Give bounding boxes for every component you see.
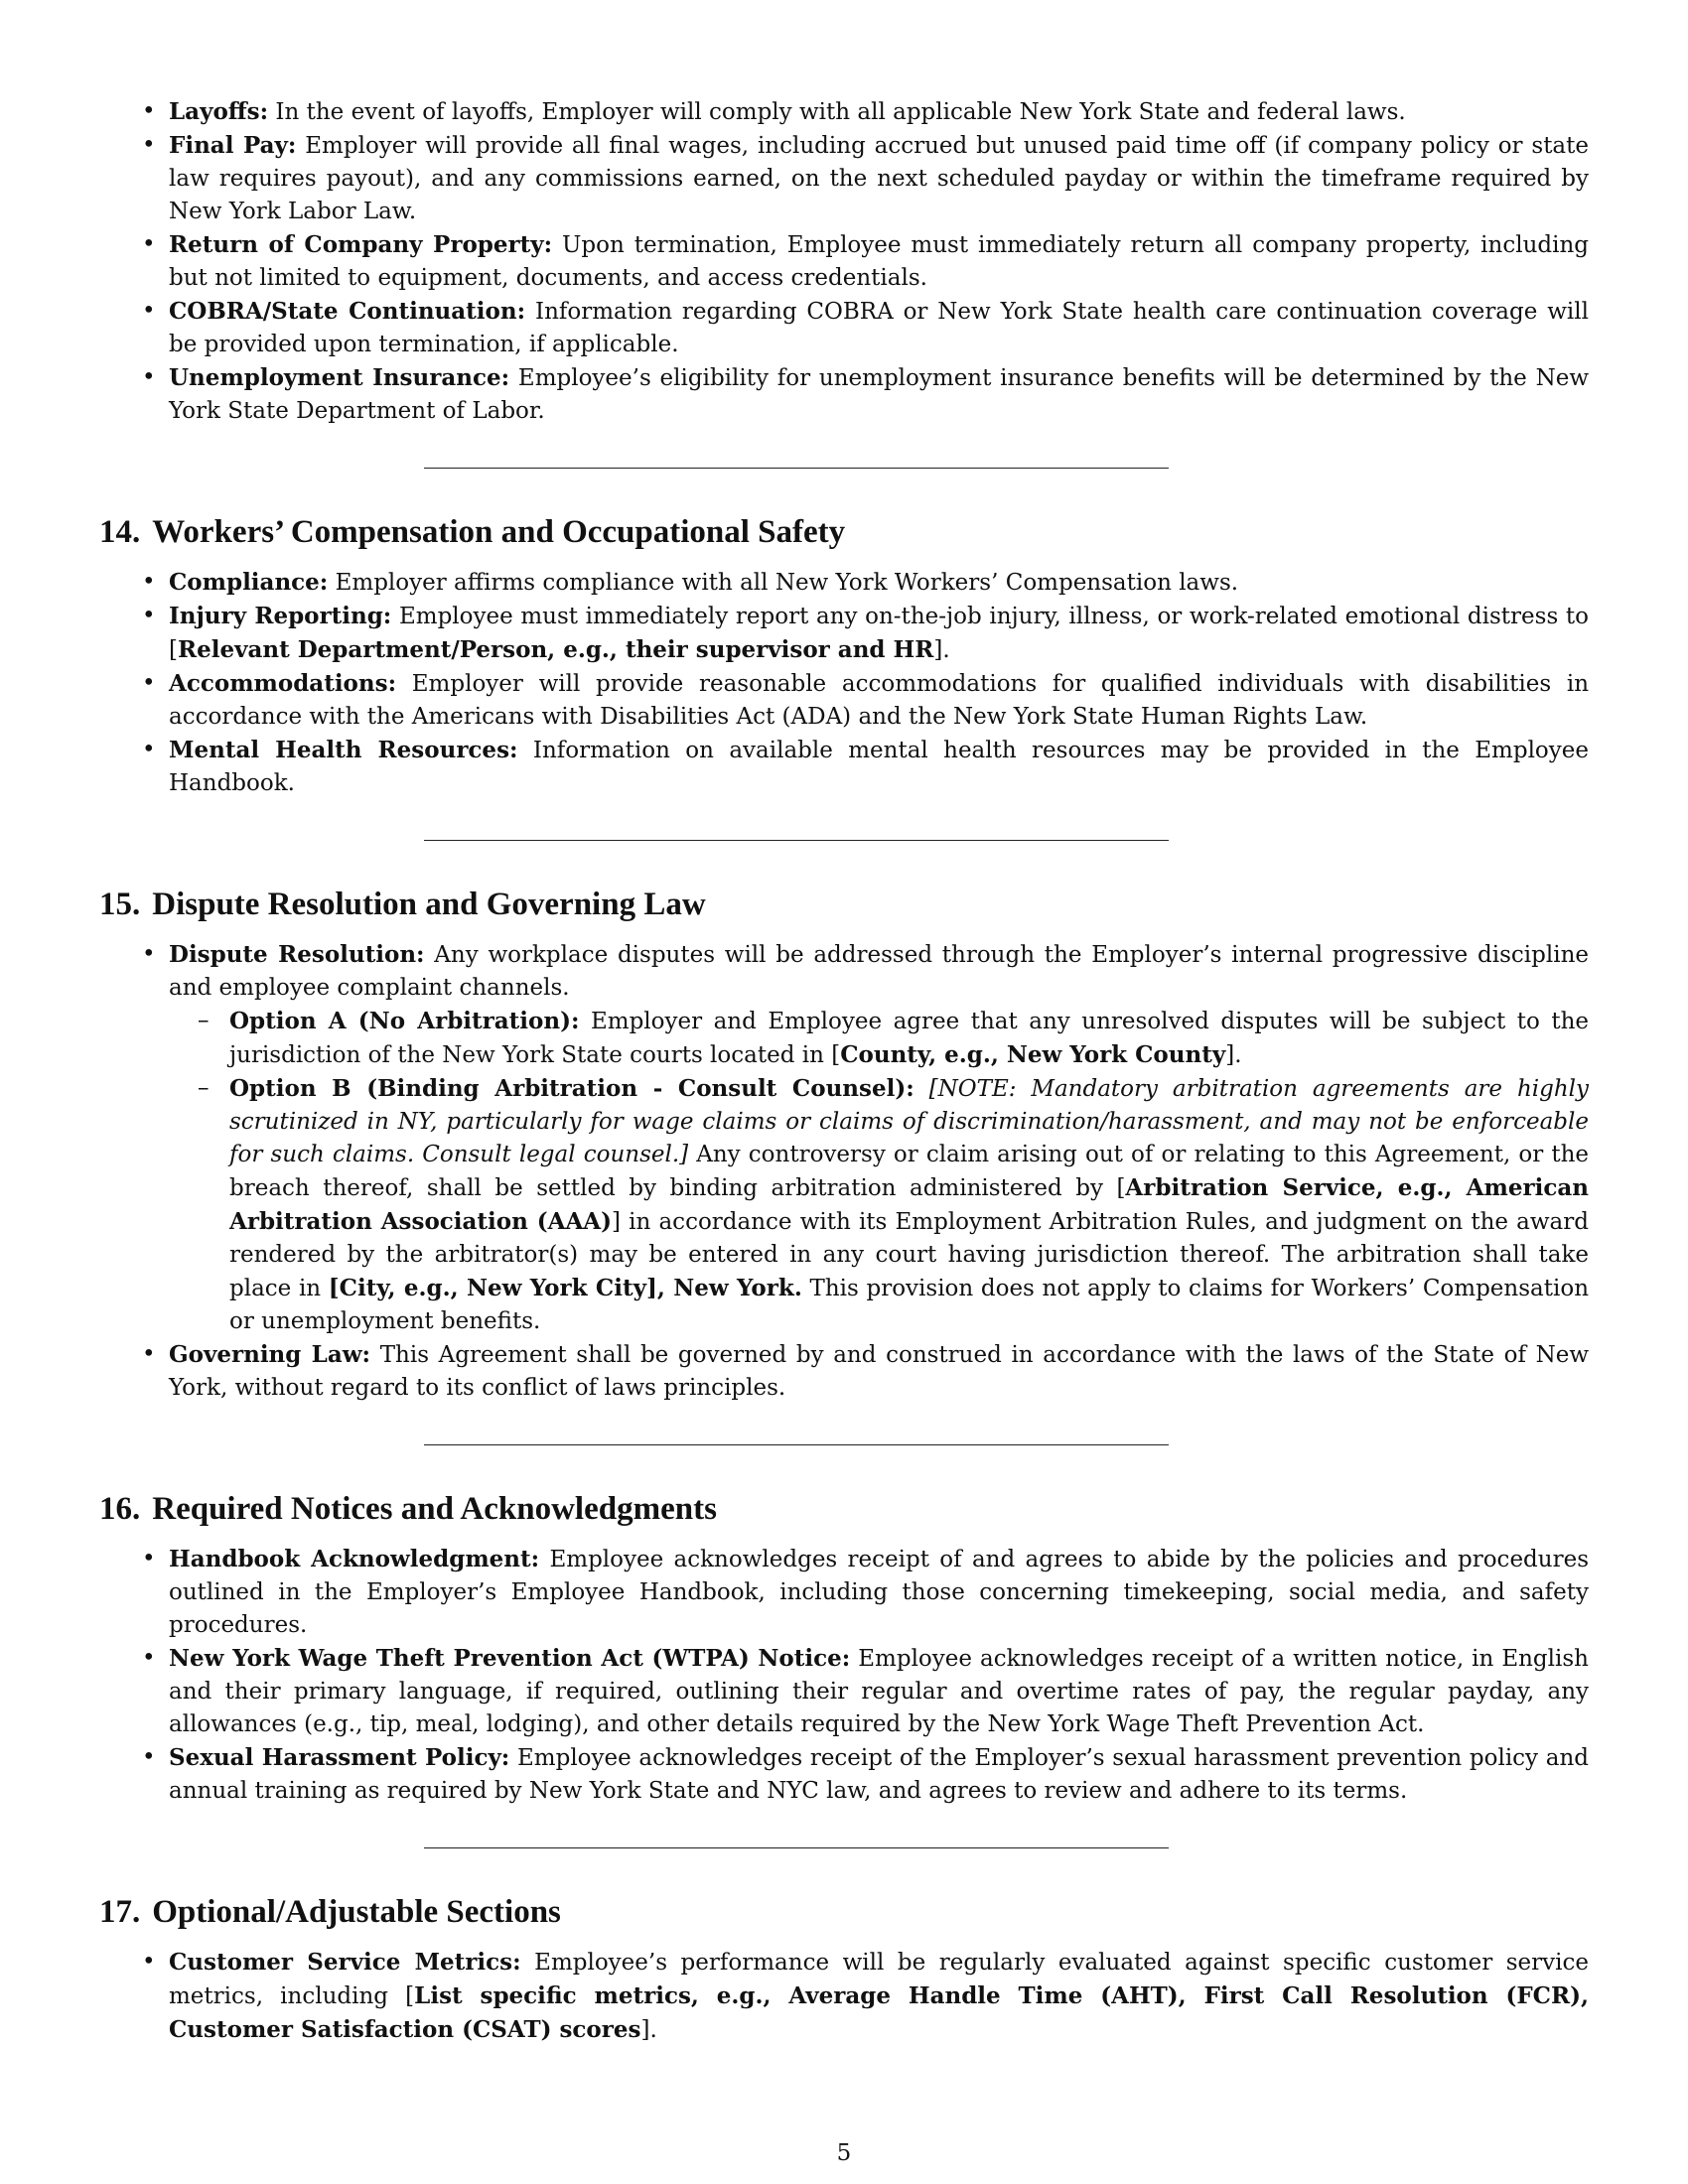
section-heading-15: [99, 885, 1589, 924]
list-item-unemployment: [99, 361, 1589, 428]
item-text: Any controversy or claim arising out of or relating to this Agreement, or the breach thereof, shall be settled by binding arbitration administered by [: [229, 1142, 1590, 1201]
list-item-wtpa: [99, 1642, 1589, 1741]
item-label: Final Pay:: [169, 132, 297, 159]
list-item-customer-metrics: [99, 1946, 1589, 2047]
item-text: Employee’s performance will be regularly evaluated against specific customer service metrics, including [: [169, 1950, 1589, 2009]
item-text: This Agreement shall be governed by and construed in accordance with the laws of the State of New York, without regard to its conflict of laws principles.: [169, 1342, 1590, 1401]
item-text: In the event of layoffs, Employer will comply with all applicable New York State and federal laws.: [275, 99, 1406, 125]
item-text-end: ].: [933, 637, 950, 663]
item-label: Return of Company Property:: [169, 231, 553, 258]
item-label: Handbook Acknowledgment:: [169, 1546, 540, 1572]
item-label: Accommodations:: [169, 670, 397, 697]
item-label: New York Wage Theft Prevention Act (WTPA) Notice:: [169, 1645, 851, 1672]
item-label: Option B (Binding Arbitration - Consult Counsel):: [229, 1075, 914, 1102]
item-label: Customer Service Metrics:: [169, 1949, 521, 1976]
section-15-list: [99, 938, 1589, 1405]
item-label: Governing Law:: [169, 1341, 371, 1368]
item-text-end: ].: [640, 2017, 657, 2043]
item-label: Mental Health Resources:: [169, 737, 518, 763]
item-text: Employee acknowledges receipt of and agrees to abide by the policies and procedures outlined in the Employer’s Employee Handbook, including those concerning timekeeping, social media, and safety procedures.: [169, 1547, 1589, 1638]
list-item-mental-health: [99, 734, 1589, 800]
section-divider: [424, 468, 1169, 469]
page-number: 5: [836, 2140, 852, 2166]
item-text: Employee’s eligibility for unemployment insurance benefits will be determined by the New York State Department of Labor.: [169, 365, 1590, 424]
section-17-list: [99, 1946, 1589, 2047]
placeholder-location: [City, e.g., New York City], New York.: [328, 1275, 802, 1301]
item-text: Information regarding COBRA or New York State health care continuation coverage will be provided upon termination, if applicable.: [169, 299, 1589, 357]
section-heading-14: [99, 512, 1589, 552]
section-14-list: [99, 566, 1589, 800]
legal-note: [NOTE: Mandatory arbitration agreements are highly scrutinized in NY, particularly for wage claims or claims of discrimination/harassment, and may not be enforceable for such claims. Consult legal counsel.]: [229, 1076, 1590, 1167]
section-title: Required Notices and Acknowledgments: [152, 1491, 717, 1527]
item-label: Layoffs:: [169, 98, 269, 125]
item-text: Employee acknowledges receipt of the Employer’s sexual harassment prevention policy and annual training as required by New York State and NYC law, and agrees to review and adhere to its terms.: [169, 1745, 1589, 1804]
dispute-options-list: [169, 1005, 1589, 1338]
section-16-list: [99, 1543, 1589, 1808]
section-divider: [424, 1847, 1169, 1848]
placeholder-text: List specific metrics, e.g., Average Handle Time (AHT), First Call Resolution (FCR), Customer Satisfaction (CSAT) scores: [169, 1982, 1589, 2043]
item-label: Dispute Resolution:: [169, 941, 425, 968]
item-label: Sexual Harassment Policy:: [169, 1744, 510, 1771]
section-divider: [424, 840, 1169, 841]
list-item-option-b: [169, 1072, 1589, 1338]
item-text: Employee must immediately report any on-the-job injury, illness, or work-related emotional distress to [: [169, 604, 1589, 663]
item-label: Compliance:: [169, 569, 329, 596]
termination-list: [99, 95, 1589, 428]
item-label: Injury Reporting:: [169, 603, 392, 629]
item-label: COBRA/State Continuation:: [169, 298, 526, 325]
item-text: Employer will provide reasonable accommodations for qualified individuals with disabilities in accordance with the Americans with Disabilities Act (ADA) and the New York State Human Rights Law.: [169, 671, 1590, 730]
placeholder-text: County, e.g., New York County: [840, 1041, 1226, 1068]
list-item-cobra: [99, 295, 1589, 361]
section-number: 16.: [99, 1491, 141, 1527]
section-title: Workers’ Compensation and Occupational Safety: [152, 514, 846, 550]
list-item-option-a: [169, 1005, 1589, 1072]
list-item-final-pay: [99, 129, 1589, 228]
item-text: Employer affirms compliance with all New York Workers’ Compensation laws.: [335, 570, 1239, 596]
list-item-harassment: [99, 1741, 1589, 1808]
placeholder-text: Relevant Department/Person, e.g., their supervisor and HR: [177, 636, 934, 663]
section-number: 14.: [99, 514, 141, 550]
list-item-accommodations: [99, 667, 1589, 734]
item-text-middle: ] in accordance with its Employment Arbitration Rules, and judgment on the award rendered by the arbitrator(s) may be entered in any court having jurisdiction thereof. The arbitration shall take place in: [229, 1209, 1589, 1301]
item-text: Employer will provide all final wages, including accrued but unused paid time off (if company policy or state law requires payout), and any commissions earned, on the next scheduled payday or within the timeframe required by New York Labor Law.: [169, 133, 1589, 224]
list-item-compliance: [99, 566, 1589, 600]
item-text: Upon termination, Employee must immediately return all company property, including but not limited to equipment, documents, and access credentials.: [169, 232, 1590, 291]
item-text-end: This provision does not apply to claims for Workers’ Compensation or unemployment benefits.: [229, 1276, 1590, 1334]
section-title: Dispute Resolution and Governing Law: [152, 887, 706, 922]
item-label: Option A (No Arbitration):: [229, 1008, 580, 1034]
section-heading-17: [99, 1892, 1589, 1932]
item-label: Unemployment Insurance:: [169, 364, 510, 391]
item-text-end: ].: [1225, 1042, 1242, 1068]
page-content: [99, 95, 1589, 2047]
item-text: Employee acknowledges receipt of a written notice, in English and their primary language, if required, outlining their regular and overtime rates of pay, the regular payday, any allowances (e.g., tip, meal, lodging), and other details required by the New York Wage Theft Prevention Act.: [169, 1646, 1589, 1737]
item-text: Any workplace disputes will be addressed through the Employer’s internal progressive discipline and employee complaint channels.: [169, 942, 1589, 1001]
section-number: 17.: [99, 1894, 141, 1930]
item-text: Information on available mental health resources may be provided in the Employee Handbook.: [169, 738, 1589, 796]
list-item-injury-reporting: [99, 600, 1589, 667]
section-title: Optional/Adjustable Sections: [152, 1894, 561, 1930]
list-item-handbook: [99, 1543, 1589, 1642]
list-item-layoffs: [99, 95, 1589, 129]
placeholder-text: Arbitration Service, e.g., American Arbitration Association (AAA): [229, 1174, 1589, 1235]
section-divider: [424, 1444, 1169, 1445]
section-number: 15.: [99, 887, 141, 922]
list-item-governing-law: [99, 1338, 1589, 1405]
list-item-dispute-resolution: [99, 938, 1589, 1338]
item-text: Employer and Employee agree that any unresolved disputes will be subject to the jurisdiction of the New York State courts located in [: [229, 1009, 1589, 1068]
list-item-return-property: [99, 228, 1589, 295]
section-heading-16: [99, 1489, 1589, 1529]
